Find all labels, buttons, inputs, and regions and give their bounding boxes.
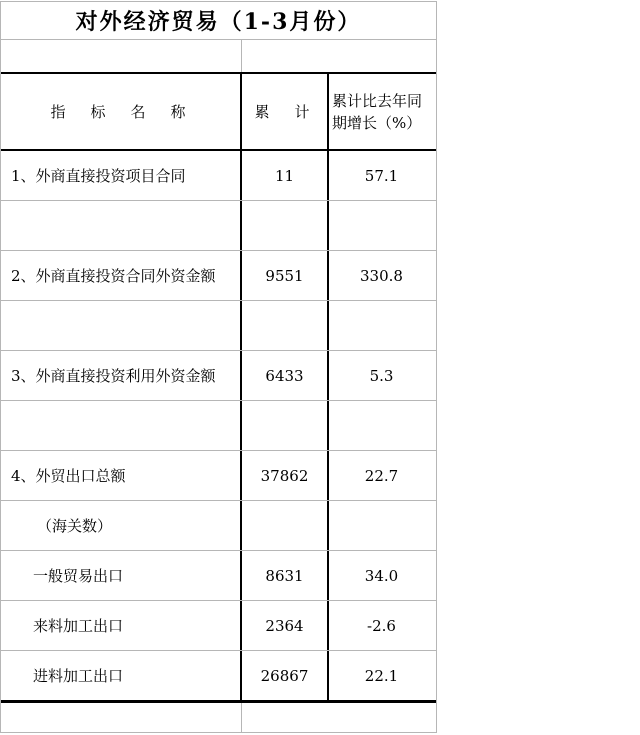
growth-cell: -2.6	[367, 616, 396, 635]
table-row	[1, 351, 436, 401]
table-row-empty	[1, 301, 436, 351]
growth-cell: 330.8	[360, 266, 403, 285]
header-cumulative-cell	[242, 74, 329, 149]
header-indicator-label: 指 标 名 称	[50, 103, 191, 121]
table-row	[1, 601, 436, 651]
table-row	[1, 151, 436, 201]
growth-cell	[329, 401, 434, 450]
header-growth-label: 累计比去年同期增长（%）	[332, 91, 423, 132]
indicator-cell	[1, 301, 242, 350]
indicator-cell: 一般贸易出口	[1, 551, 242, 600]
empty-row-top	[1, 40, 436, 72]
table-header-row	[1, 72, 436, 151]
indicator-cell: 2、外商直接投资合同外资金额	[1, 251, 242, 300]
indicator-cell: 3、外商直接投资利用外资金额	[1, 351, 242, 400]
table-row	[1, 501, 436, 551]
indicator-cell	[1, 201, 242, 250]
empty-cell	[242, 703, 436, 732]
growth-cell	[329, 301, 434, 350]
cumulative-cell: 11	[242, 151, 329, 200]
indicator-cell: （海关数）	[1, 501, 242, 550]
table-row	[1, 451, 436, 501]
header-cumulative-label: 累 计	[254, 103, 315, 121]
indicator-cell	[1, 401, 242, 450]
table-title-row	[1, 2, 436, 40]
cumulative-cell	[242, 201, 329, 250]
table-row-empty	[1, 401, 436, 451]
growth-cell: 22.7	[364, 466, 399, 485]
table-row	[1, 551, 436, 601]
cumulative-cell: 26867	[242, 651, 329, 700]
growth-cell: 5.3	[369, 366, 394, 385]
cumulative-cell: 8631	[242, 551, 329, 600]
header-growth-cell	[329, 74, 434, 149]
indicator-cell: 来料加工出口	[1, 601, 242, 650]
empty-cell	[1, 40, 242, 72]
table-title: 对外经济贸易（1-3月份）	[75, 9, 362, 35]
cumulative-cell: 9551	[242, 251, 329, 300]
table-row	[1, 651, 436, 703]
growth-cell	[329, 501, 434, 550]
cumulative-cell	[242, 301, 329, 350]
growth-cell: 57.1	[364, 166, 399, 185]
empty-row-bottom	[1, 703, 436, 733]
cumulative-cell: 2364	[242, 601, 329, 650]
foreign-trade-table	[0, 1, 437, 733]
indicator-cell: 进料加工出口	[1, 651, 242, 700]
growth-cell	[329, 201, 434, 250]
empty-cell	[242, 40, 436, 72]
growth-cell: 22.1	[364, 666, 399, 685]
cumulative-cell	[242, 501, 329, 550]
table-row	[1, 251, 436, 301]
table-row-empty	[1, 201, 436, 251]
header-indicator-cell	[1, 74, 242, 149]
growth-cell: 34.0	[364, 566, 399, 585]
empty-cell	[1, 703, 242, 732]
cumulative-cell	[242, 401, 329, 450]
cumulative-cell: 37862	[242, 451, 329, 500]
indicator-cell: 4、外贸出口总额	[1, 451, 242, 500]
indicator-cell: 1、外商直接投资项目合同	[1, 151, 242, 200]
cumulative-cell: 6433	[242, 351, 329, 400]
